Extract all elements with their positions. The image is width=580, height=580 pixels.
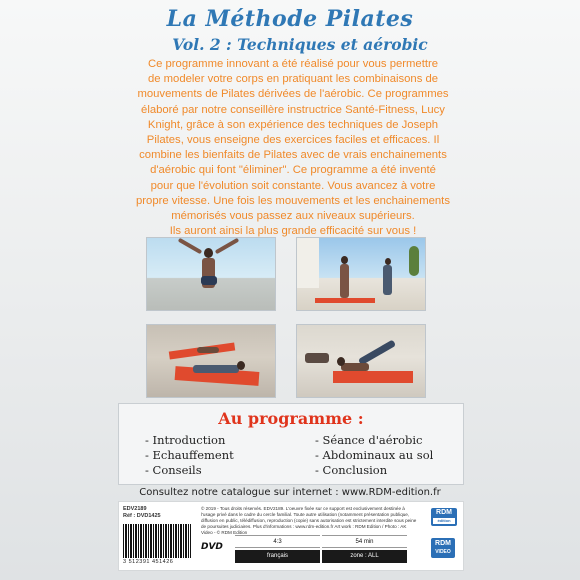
cover-title: La Méthode Pilates <box>166 6 414 32</box>
photo-abs-floor <box>296 324 426 398</box>
description-line: propre vitesse. Une fois les mouvements et les enchainements <box>136 194 450 207</box>
barcode <box>123 524 191 558</box>
cover-subtitle: Vol. 2 : Techniques et aérobic <box>172 35 428 54</box>
description-line: mouvements de Pilates dérivées de l'aérobic. Ce programmes <box>137 88 449 101</box>
rdm-edition-logo <box>431 508 457 526</box>
product-code: EDV2189 <box>123 506 147 512</box>
description-line: Ce programme innovant a été réalisé pour vous permettre <box>147 58 439 70</box>
programme-list-left <box>145 433 234 478</box>
catalogue-link-text: Consultez notre catalogue sur internet : www.RDM-edition.fr <box>139 487 441 498</box>
rdm-logo-subtext: édition <box>433 518 455 524</box>
description-line: mémorisés vous passez aux niveaux supérieurs. <box>171 210 415 223</box>
specs-row <box>235 550 407 563</box>
programme-item: - Abdominaux au sol <box>315 448 434 462</box>
programme-item: - Conseils <box>145 463 202 477</box>
rdm-logo-text: RDM <box>435 540 451 547</box>
programme-list-right <box>315 433 433 478</box>
programme-item: - Introduction <box>145 433 226 447</box>
description-line: Knight, grâce à son expérience des techniques de Joseph <box>147 118 439 131</box>
legal-notice: © 2019 - Tous droits réservés. EDV2189. L'oeuvre fixée sur ce support est exclusivement destinée à l'usage privé dans le cadre du cercle familial. Toute autre utilisation (notamment présentation publique, diffusion en public, télédiffusion, reproduction (copie) sans autorisation est strictement interdite sous peine de poursuites judiciaires. Plus d'informations : www.rdm-edition.fr Art work : RDM Edition / Photo : AK Video - © RDM Edition <box>201 506 417 535</box>
description-line: d'aérobic qui font "éliminer". Ce programme a été inventé <box>150 164 436 177</box>
specs-table <box>235 535 407 565</box>
description-line: pour que l'évolution soit constante. Vous avancez à votre <box>150 179 436 192</box>
specs-row <box>235 535 407 548</box>
description-line: Ils auront ainsi la plus grande efficacité sur vous ! <box>169 225 417 238</box>
rdm-logo-text: RDM <box>436 509 452 516</box>
region-zone: zone : ALL <box>322 550 407 563</box>
rdm-video-logo <box>431 538 455 558</box>
product-codes <box>123 506 161 520</box>
programme-item: - Séance d'aérobic <box>315 433 423 447</box>
description-line: combine les bienfaits de Pilates avec de vrais enchainements <box>139 149 447 162</box>
description-line: élaboré par notre conseillère instructrice Santé-Fitness, Lucy <box>141 103 445 116</box>
language: français <box>235 550 320 563</box>
photo-aerobic-outdoor <box>296 237 426 311</box>
programme-title: Au programme : <box>218 409 364 428</box>
programme-item: - Echauffement <box>145 448 234 462</box>
description-line: de modeler votre corps en pratiquant les combinaisons de <box>147 73 439 86</box>
description-line: Pilates, vous enseigne des exercices faciles et efficaces. Il <box>146 134 440 147</box>
photo-floor-exercise <box>146 324 276 398</box>
aspect-ratio: 4:3 <box>235 535 320 548</box>
programme-box <box>118 403 464 485</box>
programme-item: - Conclusion <box>315 463 388 477</box>
photo-warmup-standing <box>146 237 276 311</box>
description <box>128 57 458 239</box>
duration: 54 min <box>322 535 407 548</box>
rdm-logo-subtext: VIDEO <box>435 549 451 555</box>
dvd-logo: DVD <box>201 542 223 552</box>
barcode-number: 3 512391 451426 <box>123 559 174 565</box>
reference-code: Réf : DVD1425 <box>123 513 161 519</box>
product-info-box <box>118 501 464 571</box>
